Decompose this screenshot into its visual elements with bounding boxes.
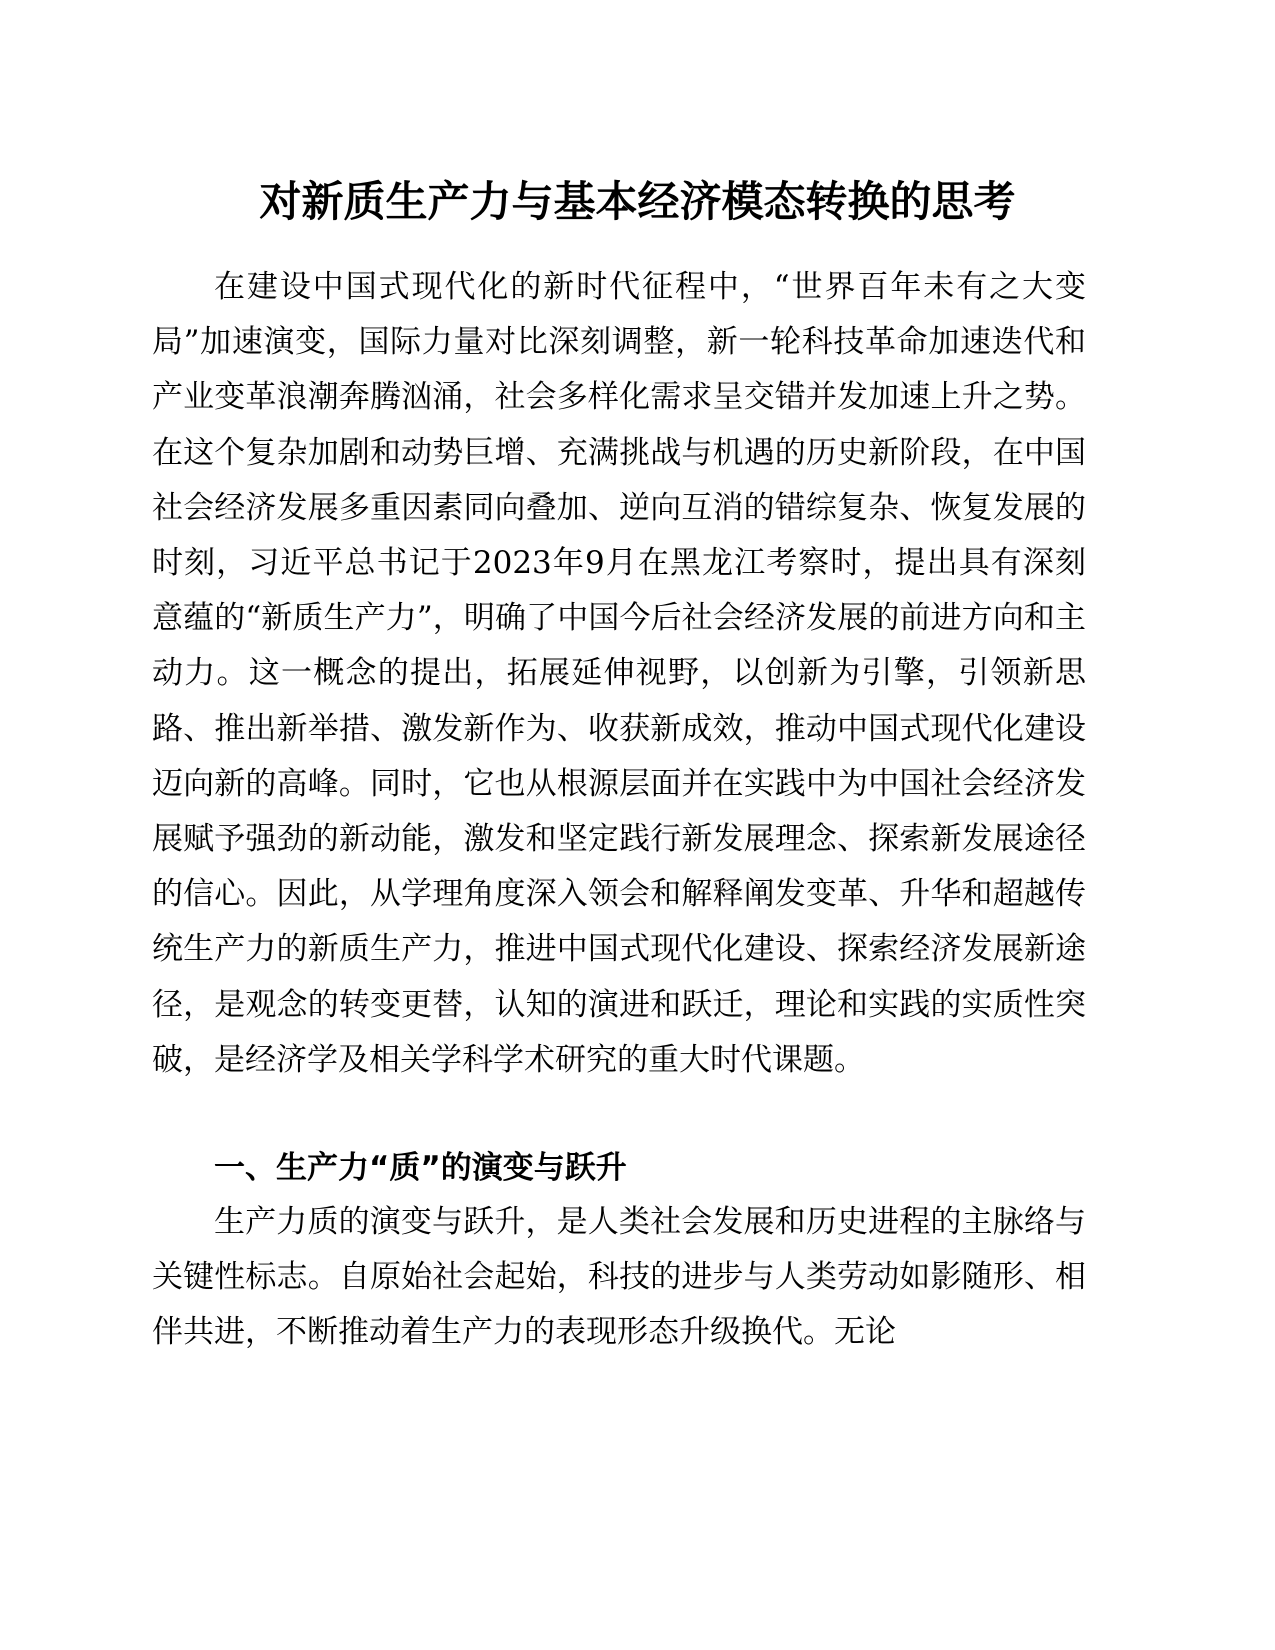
intro-paragraph: 在建设中国式现代化的新时代征程中，“世界百年未有之大变局”加速演变，国际力量对比深刻调整，新一轮科技革命加速迭代和产业变革浪潮奔腾汹涌，社会多样化需求呈交错并发加速上升之势。在这个复杂加剧和动势巨增、充满挑战与机遇的历史新阶段，在中国社会经济发展多重因素同向叠加、逆向互消的错综复杂、恢复发展的时刻，习近平总书记于2023年9月在黑龙江考察时，提出具有深刻意蕴的“新质生产力”，明确了中国今后社会经济发展的前进方向和主动力。这一概念的提出，拓展延伸视野，以创新为引擎，引领新思路、推出新举措、激发新作为、收获新成效，推动中国式现代化建设迈向新的高峰。同时，它也从根源层面并在实践中为中国社会经济发展赋予强劲的新动能，激发和坚定践行新发展理念、探索新发展途径的信心。因此，从学理角度深入领会和解释阐发变革、升华和超越传统生产力的新质生产力，推进中国式现代化建设、探索经济发展新途径，是观念的转变更替，认知的演进和跃迁，理论和实践的实质性突破，是经济学及相关学科学术研究的重大时代课题。 [152, 269, 1086, 1078]
section-heading: 一、生产力“质”的演变与跃升 [214, 1150, 627, 1186]
section-paragraph: 生产力质的演变与跃升，是人类社会发展和历史进程的主脉络与关键性标志。自原始社会起始，科技的进步与人类劳动如影随形、相伴共进，不断推动着生产力的表现形态升级换代。无论 [152, 1204, 1086, 1351]
document-title: 对新质生产力与基本经济模态转换的思考 [259, 177, 1016, 226]
